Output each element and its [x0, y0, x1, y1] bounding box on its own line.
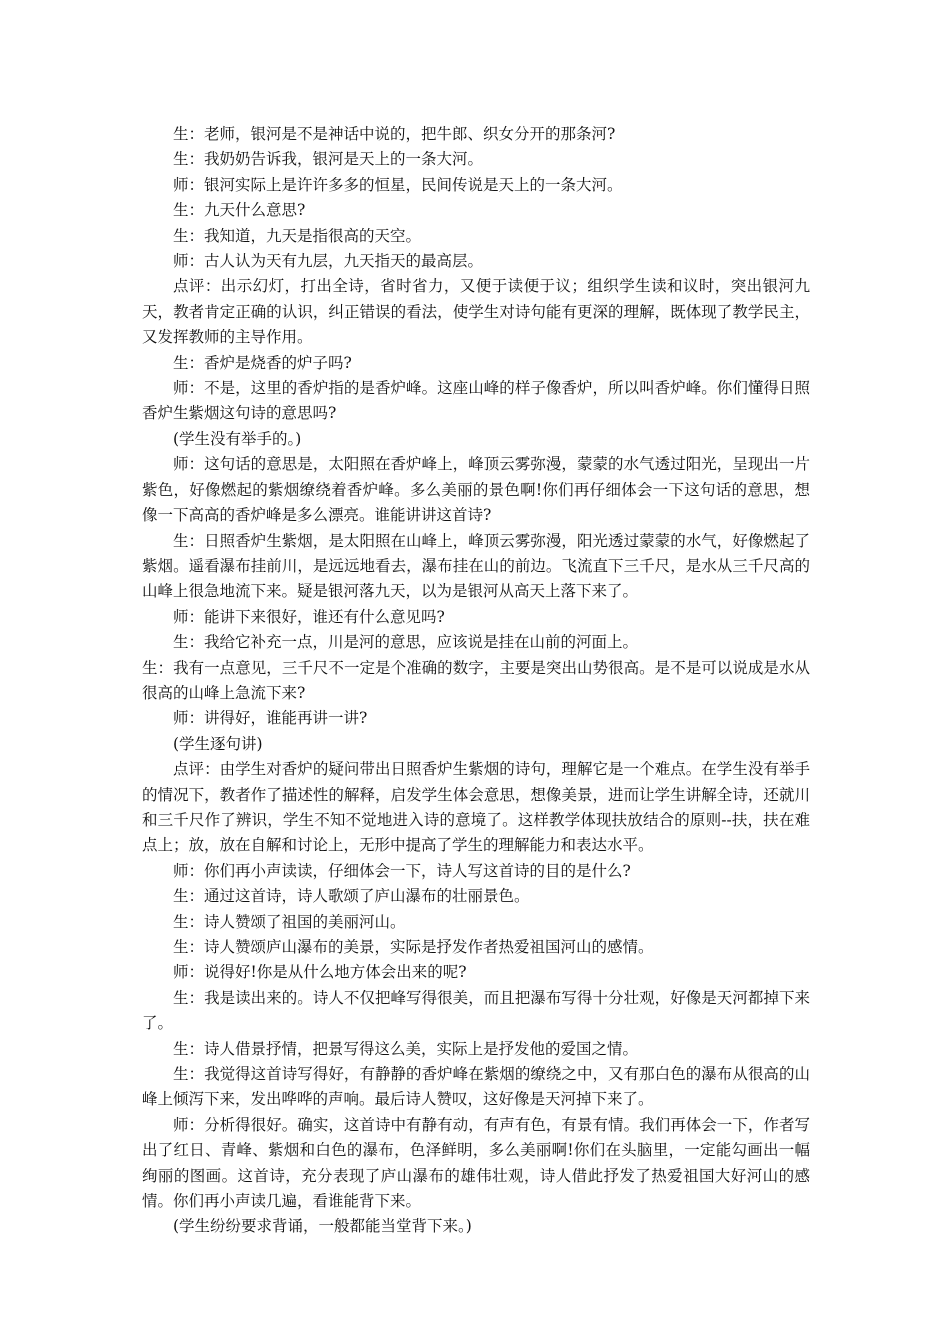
paragraph: 生：通过这首诗，诗人歌颂了庐山瀑布的壮丽景色。	[173, 887, 530, 906]
paragraph: 生：九天什么意思?	[173, 201, 306, 220]
paragraph: 生：我觉得这首诗写得好，有静静的香炉峰在紫烟的缭绕之中，又有那白色的瀑布从很高的山峰上倾泻下来，发出哗哗的声响。最后诗人赞叹，这好像是天河掉下来了。	[142, 1065, 810, 1109]
paragraph: 生：我给它补充一点，川是河的意思，应该说是挂在山前的河面上。	[173, 633, 639, 652]
paragraph: 师：说得好!你是从什么地方体会出来的呢?	[173, 963, 467, 982]
paragraph: 师：这句话的意思是，太阳照在香炉峰上，峰顶云雾弥漫，蒙蒙的水气透过阳光，呈现出一片紫色，好像燃起的紫烟缭绕着香炉峰。多么美丽的景色啊!你们再仔细体会一下这句话的意思，想像一下高高的香炉峰是多么漂亮。谁能讲讲这首诗?	[142, 455, 810, 525]
paragraph: 生：香炉是烧香的炉子吗?	[173, 353, 352, 372]
paragraph: 点评：由学生对香炉的疑问带出日照香炉生紫烟的诗句，理解它是一个难点。在学生没有举手的情况下，教者作了描述性的解释，启发学生体会意思，想像美景，进而让学生讲解全诗，还就川和三千尺作了辨识，学生不知不觉地进入诗的意境了。这样教学体现扶放结合的原则--扶，扶在难点上；放，放在自解和讨论上，无形中提高了学生的理解能力和表达水平。	[142, 760, 810, 855]
paragraph: 生：我奶奶告诉我，银河是天上的一条大河。	[173, 150, 484, 169]
paragraph: 生：我知道，九天是指很高的天空。	[173, 226, 422, 245]
paragraph: 生：日照香炉生紫烟，是太阳照在山峰上，峰顶云雾弥漫，阳光透过蒙蒙的水气，好像燃起了紫烟。遥看瀑布挂前川，是远远地看去，瀑布挂在山的前边。飞流直下三千尺，是水从三千尺高的山峰上很急地流下来。疑是银河落九天，以为是银河从高天上落下来了。	[142, 531, 810, 601]
paragraph: 生：我有一点意见，三千尺不一定是个准确的数字，主要是突出山势很高。是不是可以说成是水从很高的山峰上急流下来?	[142, 658, 810, 702]
document-body	[142, 122, 810, 1240]
paragraph: 师：分析得很好。确实，这首诗中有静有动，有声有色，有景有情。我们再体会一下，作者写出了红日、青峰、紫烟和白色的瀑布，色泽鲜明，多么美丽啊!你们在头脑里，一定能勾画出一幅绚丽的图画。这首诗，充分表现了庐山瀑布的雄伟壮观，诗人借此抒发了热爱祖国大好河山的感情。你们再小声读几遍，看谁能背下来。	[142, 1115, 810, 1211]
paragraph: (学生没有举手的。)	[173, 429, 302, 448]
paragraph: 点评：出示幻灯，打出全诗，省时省力，又便于读便于议；组织学生读和议时，突出银河九天，教者肯定正确的认识，纠正错误的看法，使学生对诗句能有更深的理解，既体现了教学民主，又发挥教师的主导作用。	[142, 277, 810, 347]
paragraph: 师：讲得好，谁能再讲一讲?	[173, 709, 368, 728]
paragraph: 生：诗人借景抒情，把景写得这么美，实际上是抒发他的爱国之情。	[173, 1039, 639, 1058]
paragraph: (学生逐句讲)	[173, 734, 263, 753]
paragraph: 师：你们再小声读读，仔细体会一下，诗人写这首诗的目的是什么?	[173, 861, 631, 880]
paragraph: 师：不是，这里的香炉指的是香炉峰。这座山峰的样子像香炉，所以叫香炉峰。你们懂得日照香炉生紫烟这句诗的意思吗?	[142, 379, 810, 423]
paragraph: 生：诗人赞颂庐山瀑布的美景，实际是抒发作者热爱祖国河山的感情。	[173, 938, 654, 956]
paragraph: 生：我是读出来的。诗人不仅把峰写得很美，而且把瀑布写得十分壮观，好像是天河都掉下来了。	[142, 988, 810, 1033]
paragraph: 师：银河实际上是许许多多的恒星，民间传说是天上的一条大河。	[173, 175, 623, 194]
paragraph: 生：诗人赞颂了祖国的美丽河山。	[173, 912, 406, 931]
paragraph: 生：老师，银河是不是神话中说的，把牛郎、织女分开的那条河?	[173, 125, 616, 143]
paragraph: (学生纷纷要求背诵，一般都能当堂背下来。)	[173, 1217, 472, 1236]
paragraph: 师：古人认为天有九层，九天指天的最高层。	[173, 252, 484, 271]
paragraph: 师：能讲下来很好，谁还有什么意见吗?	[173, 607, 445, 626]
